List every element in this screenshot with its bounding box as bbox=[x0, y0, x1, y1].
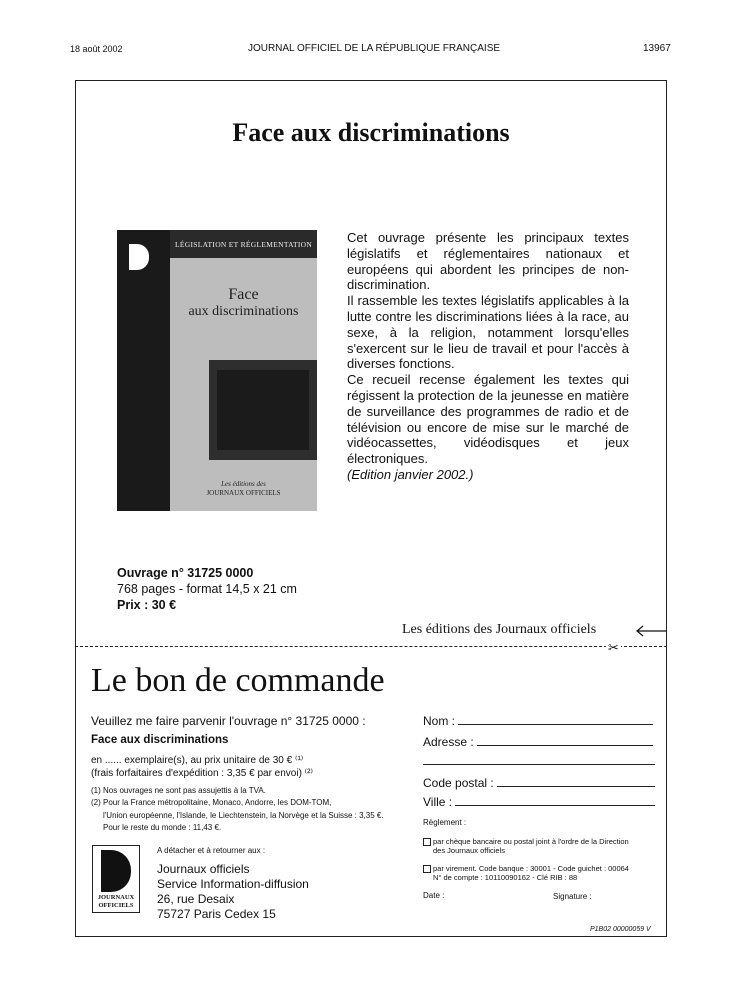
code-postal-input-line[interactable] bbox=[497, 786, 655, 787]
cheque-text-1: par chèque bancaire ou postal joint à l'ordre de la Direction bbox=[433, 837, 629, 846]
logo-text-line1: JOURNAUX bbox=[97, 894, 135, 901]
description-paragraph-2: Il rassemble les textes législatifs applicables à la lutte contre les discriminations liées à la race, au sexe, à la religion, notamment lorsqu'elles s'exercent sur le lieu de travail et pour l'accès à diverses fonctions. bbox=[347, 293, 629, 372]
virement-text-2: N° de compte : 10110090162 - Clé RIB : 88 bbox=[433, 873, 578, 883]
arrow-left-icon bbox=[634, 623, 668, 637]
cover-title-line2: aux discriminations bbox=[188, 304, 299, 319]
header-journal: JOURNAL OFFICIEL DE LA RÉPUBLIQUE FRANÇAISE bbox=[247, 43, 501, 54]
nom-label: Nom : bbox=[423, 714, 456, 728]
order-book-title: Face aux discriminations bbox=[91, 734, 229, 746]
book-number: Ouvrage n° 31725 0000 bbox=[117, 566, 254, 580]
return-address bbox=[157, 862, 309, 922]
header-date: 18 août 2002 bbox=[70, 44, 123, 54]
order-request: Veuillez me faire parvenir l'ouvrage n° 31725 0000 : bbox=[91, 714, 366, 728]
cover-title-line1: Face bbox=[228, 286, 259, 303]
logo-text-line2: OFFICIELS bbox=[98, 902, 134, 909]
address-line-2: Service Information-diffusion bbox=[157, 877, 309, 891]
address-line-1: Journaux officiels bbox=[157, 862, 250, 876]
cover-photo bbox=[209, 360, 317, 460]
order-note-1: (1) Nos ouvrages ne sont pas assujettis à la TVA. bbox=[91, 786, 266, 795]
cheque-text-2: des Journaux officiels bbox=[433, 846, 505, 856]
adresse-input-line[interactable] bbox=[477, 745, 653, 746]
date-label: Date : bbox=[423, 891, 445, 900]
cover-spine bbox=[117, 230, 170, 511]
book-cover-image bbox=[117, 230, 317, 511]
ville-input-line[interactable] bbox=[455, 805, 655, 806]
order-note-2c: Pour le reste du monde : 11,43 €. bbox=[103, 823, 222, 832]
address-line-3: 26, rue Desaix bbox=[157, 892, 235, 906]
virement-text-1: par virement. Code banque : 30001 - Code guichet : 00064 bbox=[433, 864, 629, 873]
order-shipping: (frais forfaitaires d'expédition : 3,35 € par envoi) ⁽²⁾ bbox=[91, 768, 313, 779]
scissors-icon: ✂ bbox=[608, 640, 619, 655]
order-detach-label: A détacher et à retourner aux : bbox=[157, 846, 266, 855]
code-postal-label: Code postal : bbox=[423, 776, 494, 790]
header-page-number: 13967 bbox=[643, 43, 671, 54]
payment-virement-option[interactable] bbox=[423, 864, 629, 882]
adresse-label: Adresse : bbox=[423, 735, 474, 749]
address-line-4: 75727 Paris Cedex 15 bbox=[157, 907, 276, 921]
description-paragraph-1: Cet ouvrage présente les principaux textes législatifs et réglementaires nationaux et européens qui abordent les principes de non-discrimination. bbox=[347, 230, 629, 293]
order-note-2a: (2) Pour la France métropolitaine, Monaco, Andorre, les DOM-TOM, bbox=[91, 798, 332, 807]
logo-mark-icon bbox=[101, 850, 131, 892]
cover-publisher-line1: Les éditions des bbox=[221, 480, 266, 488]
ville-label: Ville : bbox=[423, 795, 453, 809]
nom-input-line[interactable] bbox=[458, 724, 653, 725]
cover-series-band bbox=[170, 230, 317, 258]
payment-cheque-option[interactable] bbox=[423, 837, 629, 855]
virement-checkbox[interactable] bbox=[423, 865, 431, 873]
page-title: Face aux discriminations bbox=[232, 118, 510, 147]
cheque-checkbox[interactable] bbox=[423, 838, 431, 846]
adresse-input-line-2[interactable] bbox=[423, 752, 655, 765]
cover-series-label: LÉGISLATION ET RÉGLEMENTATION bbox=[175, 240, 313, 249]
journaux-officiels-logo bbox=[92, 845, 140, 913]
ville-field[interactable] bbox=[423, 795, 655, 809]
book-price: Prix : 30 € bbox=[117, 598, 177, 612]
signature-label: Signature : bbox=[553, 892, 592, 901]
book-description bbox=[347, 230, 629, 483]
reglement-label: Règlement : bbox=[423, 818, 467, 827]
book-reference bbox=[117, 565, 297, 613]
adresse-field[interactable] bbox=[423, 735, 653, 749]
cover-publisher-line2: JOURNAUX OFFICIELS bbox=[206, 489, 281, 497]
description-paragraph-3: Ce recueil recense également les textes qui régissent la protection de la jeunesse en matière de surveillance des programmes de radio et de télévision ou encore de mise sur le marché de vidéocassettes, vidéodisques et jeux électroniques. bbox=[347, 372, 629, 467]
book-details: 768 pages - format 14,5 x 21 cm bbox=[117, 582, 297, 596]
code-postal-field[interactable] bbox=[423, 776, 655, 790]
order-copies: en ...... exemplaire(s), au prix unitaire de 30 € ⁽¹⁾ bbox=[91, 755, 304, 766]
order-note-2b: l'Union européenne, l'Islande, le Liechtenstein, la Norvège et la Suisse : 3,35 €. bbox=[103, 811, 384, 820]
order-form-title: Le bon de commande bbox=[91, 662, 385, 699]
nom-field[interactable] bbox=[423, 714, 653, 728]
description-edition: (Edition janvier 2002.) bbox=[347, 466, 474, 482]
form-code: P1B02 00000059 V bbox=[590, 926, 651, 933]
cut-line bbox=[75, 646, 667, 647]
publisher-line: Les éditions des Journaux officiels bbox=[402, 622, 597, 637]
